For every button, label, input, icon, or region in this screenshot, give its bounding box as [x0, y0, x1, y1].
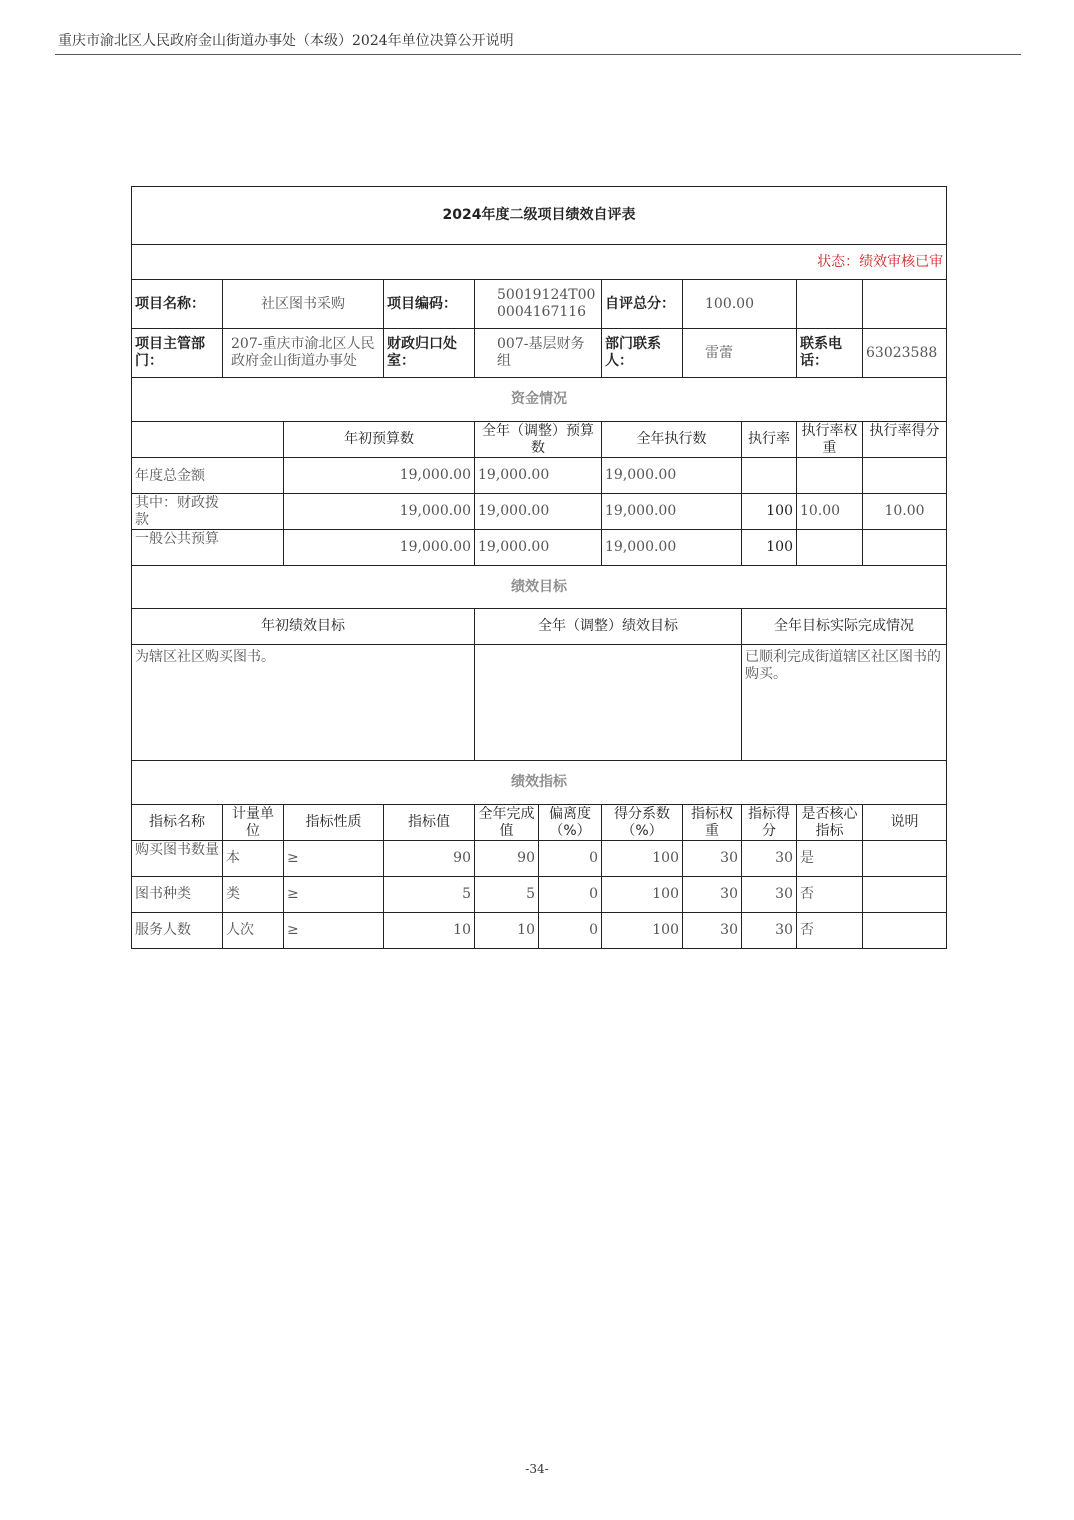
page-header: 重庆市渝北区人民政府金山街道办事处（本级）2024年单位决算公开说明: [58, 33, 514, 49]
ind-row-name: 服务人数: [132, 913, 223, 949]
ind-row-value: 5: [384, 877, 475, 913]
indicator-row: [132, 841, 947, 877]
ind-header-deviation: 偏离度（%）: [549, 805, 591, 839]
funds-row-budget: 19,000.00: [284, 530, 475, 566]
ind-row-coefficient: 100: [602, 913, 683, 949]
contact-label: 部门联系人：: [602, 329, 683, 378]
funds-row-budget: 19,000.00: [284, 494, 475, 530]
dept-value: 207-重庆市渝北区人民政府金山街道办事处: [231, 336, 375, 369]
phone-value: 63023588: [863, 329, 947, 378]
goals-header-adjusted: 全年（调整）绩效目标: [475, 609, 742, 645]
ind-row-name: 图书种类: [132, 877, 223, 913]
ind-row-core: 否: [797, 877, 863, 913]
ind-row-coefficient: 100: [602, 841, 683, 877]
ind-row-note: [863, 877, 947, 913]
funds-row-label: 一般公共预算: [135, 530, 219, 547]
funds-row: [132, 530, 947, 566]
ind-row-unit: 类: [223, 877, 284, 913]
funds-row-rate: [742, 458, 797, 494]
funds-header-blank: [132, 422, 284, 458]
ind-header-value: 指标值: [384, 805, 475, 841]
ind-row-weight: 30: [683, 877, 742, 913]
form-title: 2024年度二级项目绩效自评表: [132, 187, 947, 245]
funds-header-rate: 执行率: [742, 422, 797, 458]
funds-section-title: 资金情况: [132, 378, 947, 422]
ind-header-nature: 指标性质: [284, 805, 384, 841]
funds-header-adjusted: 全年（调整）预算数: [482, 422, 594, 456]
ind-row-unit: 本: [223, 841, 284, 877]
ind-row-completed: 10: [475, 913, 539, 949]
indicator-row: [132, 877, 947, 913]
funds-header-budget: 年初预算数: [284, 422, 475, 458]
funds-row-budget: 19,000.00: [284, 458, 475, 494]
ind-header-score: 指标得分: [748, 805, 790, 839]
project-code-value: 50019124T000004167116: [475, 280, 602, 329]
ind-row-deviation: 0: [539, 877, 602, 913]
indicator-row: [132, 913, 947, 949]
funds-row-executed: 19,000.00: [602, 458, 742, 494]
funds-row-executed: 19,000.00: [602, 494, 742, 530]
ind-header-weight: 指标权重: [691, 805, 733, 839]
phone-label: 联系电话：: [797, 329, 863, 378]
empty-cell: [863, 280, 947, 329]
ind-header-coefficient: 得分系数（%）: [614, 805, 670, 839]
ind-header-name: 指标名称: [132, 805, 223, 841]
ind-header-note: 说明: [863, 805, 947, 841]
funds-row-adjusted: 19,000.00: [475, 494, 602, 530]
dept-label: 项目主管部门：: [132, 329, 223, 378]
status-label: 状态：绩效审核已审: [132, 245, 947, 280]
performance-evaluation-table: [131, 186, 947, 949]
ind-row-score: 30: [742, 877, 797, 913]
page-number: -34-: [525, 1462, 549, 1476]
ind-row-completed: 5: [475, 877, 539, 913]
indicators-section-title: 绩效指标: [132, 761, 947, 805]
ind-row-deviation: 0: [539, 913, 602, 949]
funds-row-weight: [797, 530, 863, 566]
self-score-label: 自评总分：: [602, 280, 683, 329]
ind-row-core: 否: [797, 913, 863, 949]
funds-header-score: 执行率得分: [869, 422, 940, 439]
funds-row-rate: 100: [742, 530, 797, 566]
goals-header-actual: 全年目标实际完成情况: [742, 609, 947, 645]
funds-header-executed: 全年执行数: [602, 422, 742, 458]
ind-header-completed: 全年完成值: [478, 805, 535, 839]
ind-row-coefficient: 100: [602, 877, 683, 913]
funds-row: [132, 458, 947, 494]
funds-row-score: [863, 530, 947, 566]
goals-header-initial: 年初绩效目标: [132, 609, 475, 645]
ind-row-note: [863, 841, 947, 877]
funds-row-adjusted: 19,000.00: [475, 458, 602, 494]
ind-row-name: 购买图书数量: [135, 841, 219, 858]
funds-row: [132, 494, 947, 530]
funds-row-label: 其中：财政拨款: [135, 494, 219, 528]
self-score-value: 100.00: [683, 280, 797, 329]
funds-row-rate: 100: [742, 494, 797, 530]
header-rule: [55, 54, 1021, 55]
project-name-label: 项目名称：: [132, 280, 223, 329]
ind-row-weight: 30: [683, 913, 742, 949]
ind-row-nature: ≥: [284, 841, 384, 877]
ind-row-weight: 30: [683, 841, 742, 877]
ind-row-core: 是: [797, 841, 863, 877]
funds-row-executed: 19,000.00: [602, 530, 742, 566]
office-value: 007-基层财务组: [475, 329, 602, 378]
ind-row-deviation: 0: [539, 841, 602, 877]
funds-row-adjusted: 19,000.00: [475, 530, 602, 566]
funds-row-label: 年度总金额: [135, 467, 205, 484]
funds-row-score: [863, 458, 947, 494]
empty-cell: [797, 280, 863, 329]
ind-row-value: 90: [384, 841, 475, 877]
goals-adjusted-text: [475, 645, 742, 761]
goals-actual-text: 已顺利完成街道辖区社区图书的购买。: [742, 645, 947, 761]
ind-row-nature: ≥: [284, 913, 384, 949]
project-code-label: 项目编码：: [384, 280, 475, 329]
ind-row-note: [863, 913, 947, 949]
funds-row-score: 10.00: [863, 494, 947, 530]
ind-header-unit: 计量单位: [232, 805, 274, 839]
ind-row-completed: 90: [475, 841, 539, 877]
ind-row-value: 10: [384, 913, 475, 949]
ind-row-score: 30: [742, 913, 797, 949]
project-name-value: 社区图书采购: [223, 280, 384, 329]
contact-value: 雷蕾: [683, 329, 797, 378]
ind-row-nature: ≥: [284, 877, 384, 913]
office-label: 财政归口处室：: [384, 329, 475, 378]
ind-row-score: 30: [742, 841, 797, 877]
ind-header-core: 是否核心指标: [801, 805, 858, 839]
goals-section-title: 绩效目标: [132, 566, 947, 609]
funds-row-weight: [797, 458, 863, 494]
goals-initial-text: 为辖区社区购买图书。: [132, 645, 475, 761]
funds-header-weight: 执行率权重: [801, 422, 858, 456]
funds-row-weight: 10.00: [797, 494, 863, 530]
ind-row-unit: 人次: [223, 913, 284, 949]
